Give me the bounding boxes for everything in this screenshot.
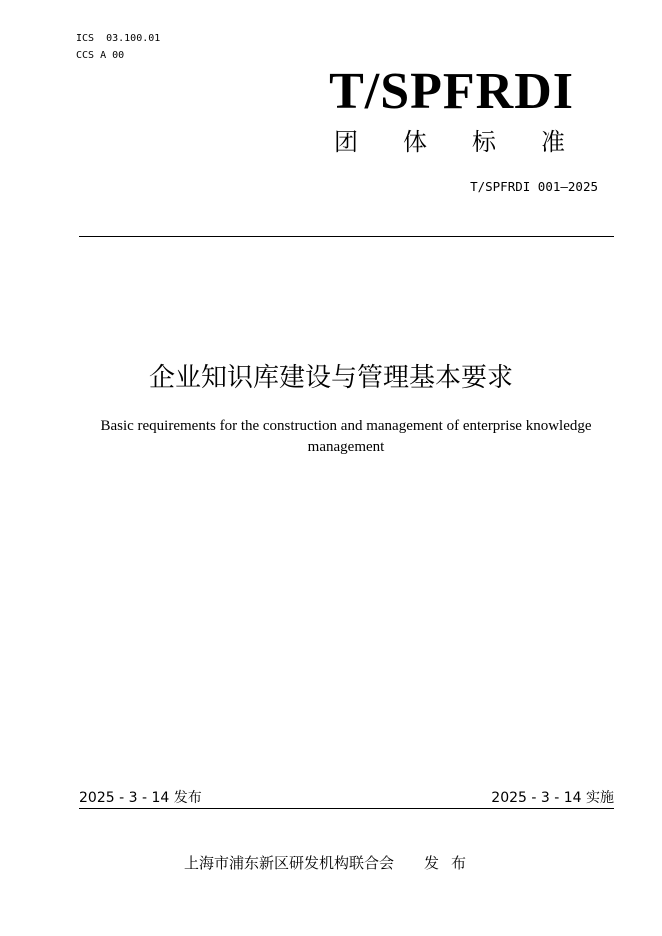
issue-date: 2025 - 3 - 14 发布 [79,790,202,806]
ccs-code: CCS A 00 [76,50,125,61]
ics-code: ICS 03.100.01 [76,33,161,44]
standard-type: 团体标准 [334,128,610,156]
document-title-english: Basic requirements for the construction and management of enterprise knowledge management [100,418,592,455]
document-title-chinese: 企业知识库建设与管理基本要求 [148,363,513,393]
footer-divider [79,808,614,809]
publisher-line [0,853,662,873]
publish-action: 发布 [424,854,479,872]
publisher-name: 上海市浦东新区研发机构联合会 [183,854,394,872]
implementation-date: 2025 - 3 - 14 实施 [491,790,614,806]
standard-brand: T/SPFRDI [329,63,574,120]
document-number: T/SPFRDI 001—2025 [470,179,598,194]
header-divider [79,236,614,237]
